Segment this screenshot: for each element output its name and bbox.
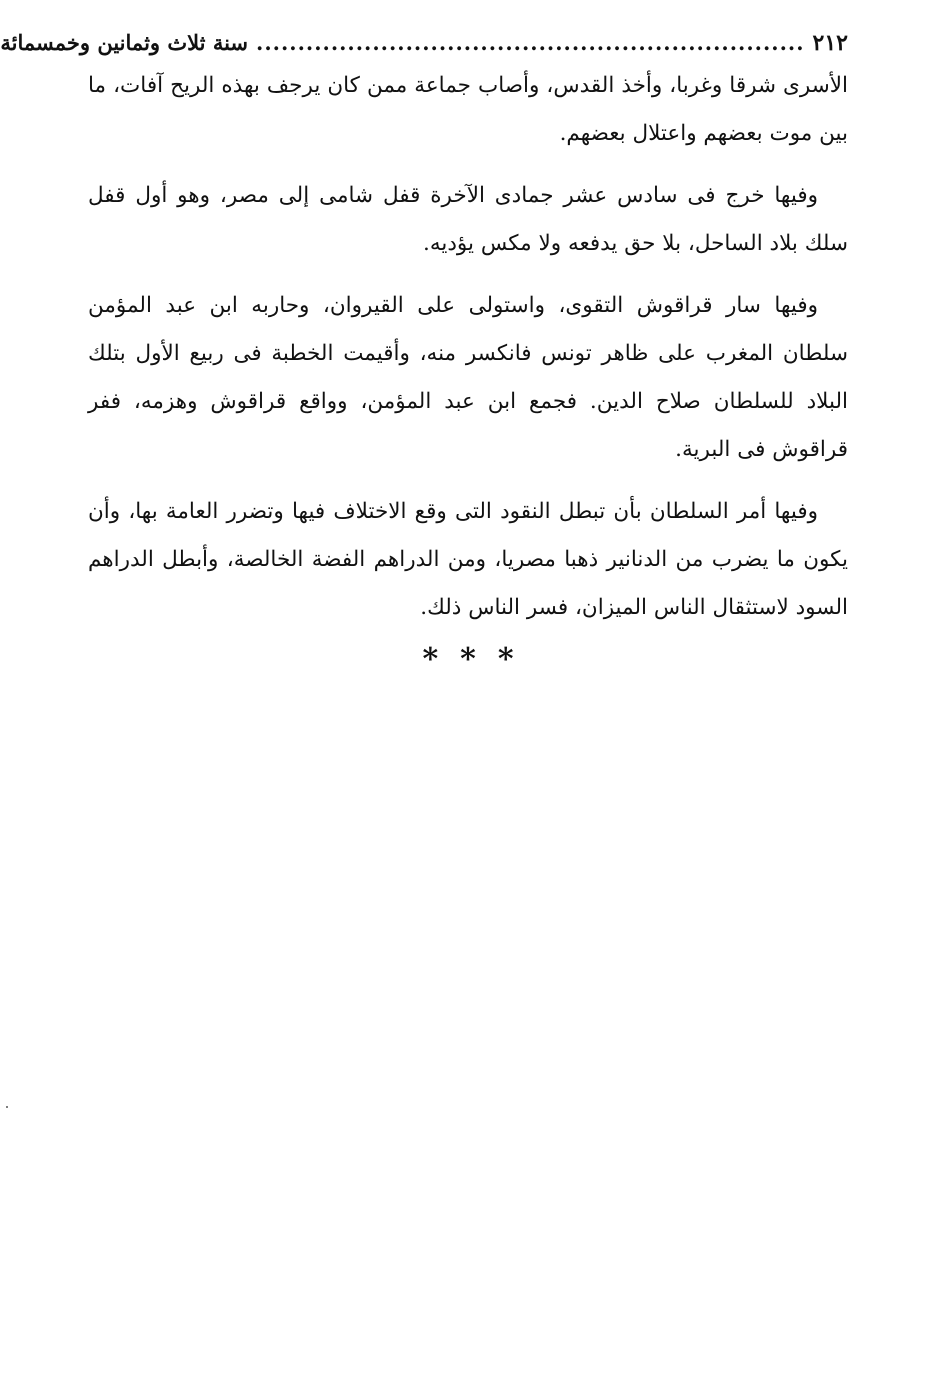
running-head — [0, 28, 848, 60]
dot-leader: .................................................................. — [256, 30, 805, 55]
paragraph-coinage: وفيها أمر السلطان بأن تبطل النقود التى وقع الاختلاف فيها وتضرر العامة بها، وأن يكون ما يضرب من الدنانير ذهبا مصريا، ومن الدراهم الفضة الخالصة، وأبطل الدراهم السود لاستثقال الناس الميزان، فسر الناس ذلك. — [88, 499, 848, 620]
page-number: ٢١٢ — [812, 30, 848, 56]
paragraph-caravan: وفيها خرج فى سادس عشر جمادى الآخرة قفل شامى إلى مصر، وهو أول قفل سلك بلاد الساحل، بلا حق يدفعه ولا مكس يؤديه. — [88, 183, 848, 256]
scan-speck — [6, 1106, 8, 1108]
paragraph-qaraqush: وفيها سار قراقوش التقوى، واستولى على القيروان، وحاربه ابن عبد المؤمن سلطان المغرب على ظاهر تونس فانكسر منه، وأقيمت الخطبة فى ربيع الأول بتلك البلاد للسلطان صلاح الدين. فجمع ابن عبد المؤمن، وواقع قراقوش وهزمه، ففر قراقوش فى البرية. — [88, 293, 848, 462]
section-ornament: *** — [422, 642, 536, 677]
paragraph-continuation: الأسرى شرقا وغربا، وأخذ القدس، وأصاب جماعة ممن كان يرجف بهذه الريح آفات، ما بين موت بعضهم واعتلال بعضهم. — [88, 73, 848, 146]
chapter-title: سنة ثلاث وثمانين وخمسمائة — [0, 30, 249, 55]
book-page — [0, 28, 848, 680]
